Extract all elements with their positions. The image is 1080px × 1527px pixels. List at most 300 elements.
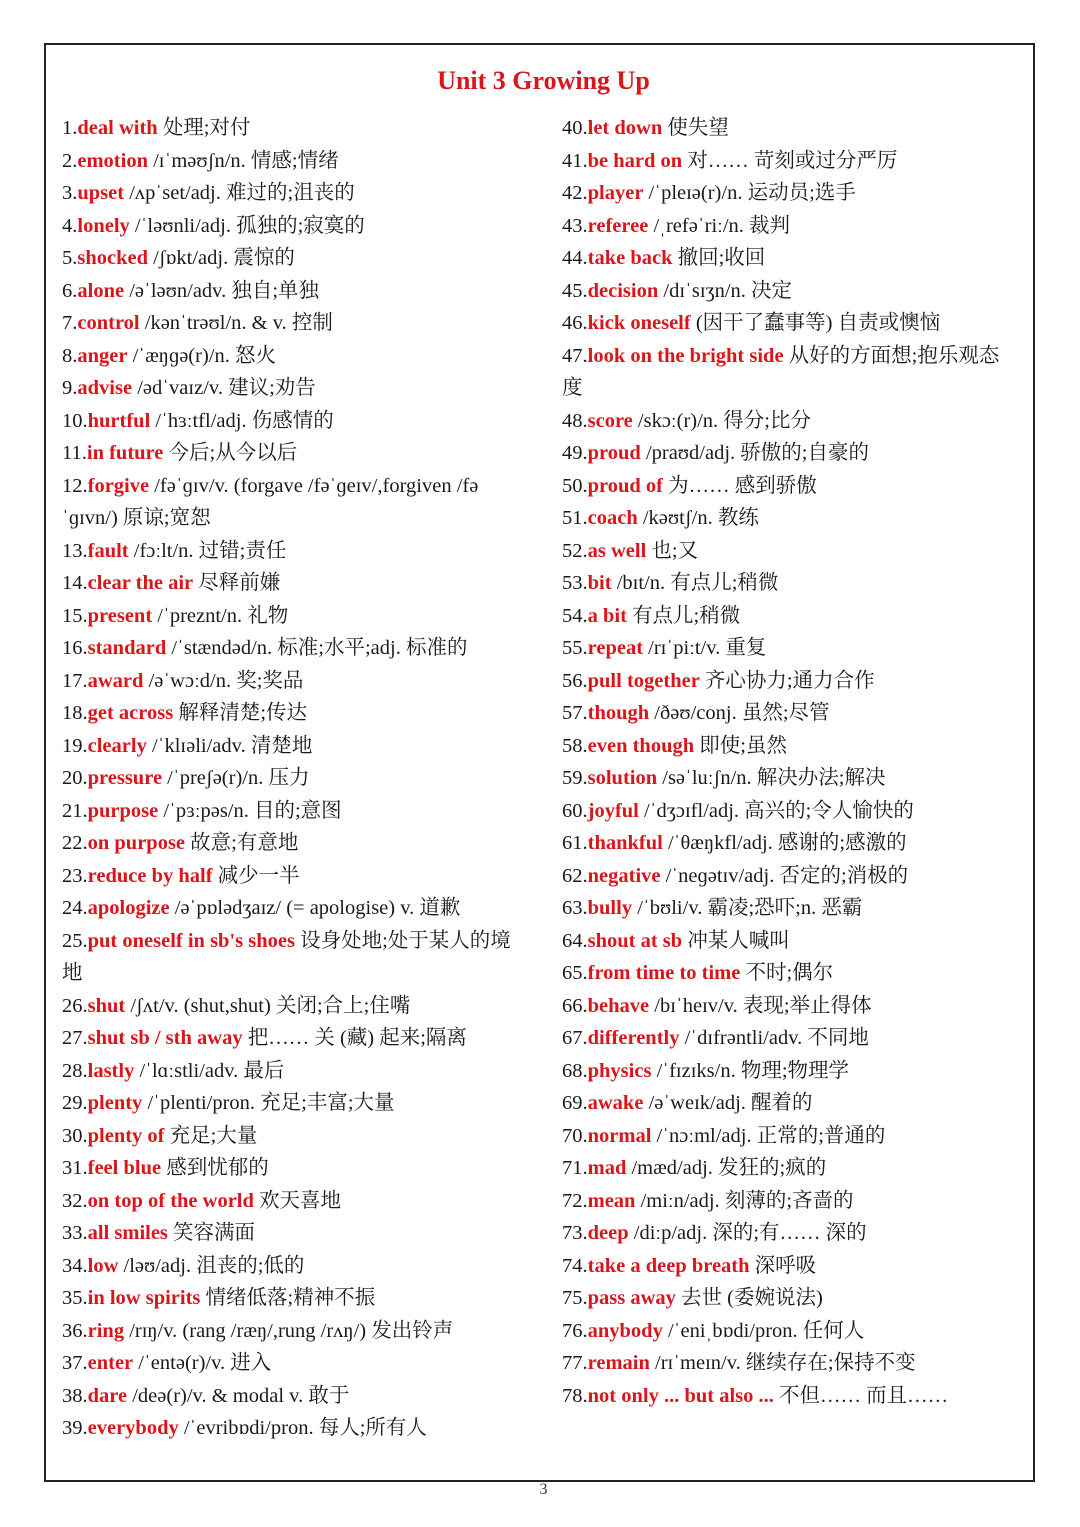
vocab-number: 52.	[562, 539, 588, 562]
vocab-number: 43.	[562, 214, 588, 237]
vocab-word: from time to time	[587, 962, 741, 984]
vocab-definition: 去世 (委婉说法)	[675, 1287, 823, 1309]
vocab-entry	[562, 340, 1014, 405]
vocab-entry	[62, 340, 524, 373]
vocab-number: 64.	[562, 929, 588, 952]
vocab-definition: /əˈpɒlədʒaɪz/ (= apologise) v. 道歉	[169, 897, 461, 919]
vocab-entry	[62, 730, 524, 763]
vocab-number: 78.	[562, 1384, 588, 1407]
vocab-word: look on the bright side	[587, 344, 784, 367]
vocab-word: ring	[87, 1319, 125, 1342]
vocab-word: purpose	[87, 799, 159, 822]
vocab-entry	[62, 1347, 524, 1380]
vocab-number: 3.	[62, 182, 78, 204]
vocab-word: award	[87, 669, 144, 692]
vocab-definition: /ɪˈməʊʃn/n. 情感;情绪	[147, 149, 339, 172]
vocab-word: awake	[587, 1092, 644, 1114]
vocab-word: be hard on	[587, 149, 683, 172]
vocab-entry	[62, 795, 524, 828]
vocab-number: 36.	[62, 1319, 88, 1342]
vocab-word: deep	[587, 1222, 629, 1244]
vocab-number: 56.	[562, 669, 588, 692]
vocab-number: 40.	[562, 117, 588, 139]
vocab-word: advise	[77, 377, 133, 399]
vocab-number: 34.	[62, 1254, 88, 1277]
vocab-entry	[562, 1055, 1014, 1088]
vocab-entry	[62, 1055, 524, 1088]
vocab-number: 47.	[562, 344, 588, 367]
vocab-number: 75.	[562, 1287, 588, 1309]
vocab-definition: /kənˈtrəʊl/n. & v. 控制	[139, 312, 333, 334]
vocab-entry	[62, 1152, 524, 1185]
vocab-number: 15.	[62, 604, 88, 627]
vocab-entry	[62, 1412, 524, 1445]
vocab-definition: /deə(r)/v. & modal v. 敢于	[127, 1384, 350, 1407]
vocab-definition: /ˈæŋɡə(r)/n. 怒火	[127, 344, 276, 367]
vocab-definition: /ləʊ/adj. 沮丧的;低的	[118, 1254, 305, 1277]
vocab-number: 66.	[562, 994, 588, 1017]
vocab-definition: 感到忧郁的	[161, 1157, 269, 1179]
vocab-definition: 不时;偶尔	[740, 962, 834, 984]
vocab-word: normal	[587, 1124, 652, 1147]
vocab-definition: /ˈlɑːstli/adv. 最后	[134, 1059, 285, 1082]
vocab-word: physics	[587, 1059, 652, 1082]
vocab-entry	[62, 307, 524, 340]
vocab-number: 70.	[562, 1124, 588, 1147]
vocab-number: 51.	[562, 507, 588, 529]
vocab-definition: 尽释前嫌	[193, 572, 281, 594]
vocab-word: clear the air	[87, 572, 194, 594]
vocab-definition: /ˈpleɪə(r)/n. 运动员;选手	[643, 182, 856, 204]
vocab-definition: /ˈdɪfrəntli/adv. 不同地	[679, 1027, 869, 1049]
vocab-number: 26.	[62, 994, 88, 1017]
vocab-word: proud	[587, 442, 641, 464]
vocab-definition: 即使;虽然	[694, 734, 787, 757]
vocab-definition: /bɪˈheɪv/v. 表现;举止得体	[649, 994, 872, 1017]
vocab-entry	[562, 307, 1014, 340]
vocab-definition: /ˈevribɒdi/pron. 每人;所有人	[178, 1417, 427, 1439]
vocab-definition: /mæd/adj. 发狂的;疯的	[626, 1157, 827, 1179]
vocab-definition: /miːn/adj. 刻薄的;吝啬的	[635, 1189, 854, 1212]
vocab-word: bully	[587, 897, 633, 919]
vocab-entry	[62, 145, 524, 178]
vocab-entry	[62, 762, 524, 795]
vocab-number: 32.	[62, 1189, 88, 1212]
vocab-word: dare	[87, 1384, 128, 1407]
vocab-number: 59.	[562, 767, 588, 789]
vocab-definition: /ˈneɡətɪv/adj. 否定的;消极的	[660, 864, 909, 887]
vocab-entry	[62, 1282, 524, 1315]
vocab-word: pressure	[87, 767, 163, 789]
vocab-entry	[62, 1185, 524, 1218]
vocab-word: all smiles	[87, 1222, 168, 1244]
vocab-entry	[62, 405, 524, 438]
vocab-definition: /ˈfɪzɪks/n. 物理;物理学	[651, 1059, 850, 1082]
vocab-definition: /ˈstændəd/n. 标准;水平;adj. 标准的	[166, 637, 468, 659]
vocab-number: 39.	[62, 1417, 88, 1439]
vocab-number: 65.	[562, 962, 588, 984]
vocab-number: 4.	[62, 214, 78, 237]
vocab-entry	[562, 275, 1014, 308]
vocab-word: get across	[87, 702, 174, 724]
vocab-definition: /ʃɒkt/adj. 震惊的	[148, 247, 295, 269]
vocab-number: 14.	[62, 572, 88, 594]
vocab-number: 28.	[62, 1059, 88, 1082]
vocab-definition: /ˈbʊli/v. 霸凌;恐吓;n. 恶霸	[632, 897, 863, 919]
vocab-word: plenty of	[87, 1124, 165, 1147]
vocab-entry	[62, 1250, 524, 1283]
vocab-word: hurtful	[87, 409, 151, 432]
vocab-number: 77.	[562, 1352, 588, 1374]
vocab-column-left	[62, 112, 524, 1445]
vocab-number: 38.	[62, 1384, 88, 1407]
vocab-definition: /ˈhɜːtfl/adj. 伤感情的	[150, 409, 334, 432]
vocab-number: 68.	[562, 1059, 588, 1082]
vocab-number: 11.	[62, 442, 87, 464]
vocab-entry	[562, 470, 1014, 503]
vocab-definition: 深呼吸	[749, 1254, 817, 1277]
vocab-word: kick oneself	[587, 312, 691, 334]
vocab-entry	[562, 1185, 1014, 1218]
vocab-definition: 对…… 苛刻或过分严厉	[682, 149, 898, 172]
vocab-entry	[562, 405, 1014, 438]
vocab-definition: /ˈklɪəli/adv. 清楚地	[146, 734, 313, 757]
vocab-word: fault	[87, 539, 129, 562]
vocab-definition: /rɪˈpiːt/v. 重复	[643, 637, 767, 659]
vocab-word: shout at sb	[587, 929, 683, 952]
vocab-word: differently	[587, 1027, 680, 1049]
vocab-entry	[562, 437, 1014, 470]
vocab-number: 12.	[62, 474, 88, 497]
vocab-entry	[562, 795, 1014, 828]
vocab-entry	[62, 437, 524, 470]
vocab-number: 6.	[62, 279, 78, 302]
vocab-word: though	[587, 702, 650, 724]
vocab-definition: 使失望	[662, 117, 729, 139]
vocab-definition: 充足;大量	[164, 1124, 258, 1147]
vocab-word: on top of the world	[87, 1189, 254, 1212]
vocab-entry	[562, 242, 1014, 275]
vocab-word: control	[77, 312, 140, 334]
vocab-entry	[562, 925, 1014, 958]
vocab-definition: /ˈpreznt/n. 礼物	[152, 604, 289, 627]
vocab-definition: /ˈeniˌbɒdi/pron. 任何人	[662, 1319, 865, 1342]
vocab-number: 23.	[62, 864, 88, 887]
vocab-definition: /səˈluːʃn/n. 解决办法;解决	[657, 767, 886, 789]
vocab-definition: /praʊd/adj. 骄傲的;自豪的	[640, 442, 869, 464]
vocab-word: emotion	[77, 149, 148, 172]
vocab-word: deal with	[77, 117, 158, 139]
vocab-number: 62.	[562, 864, 588, 887]
vocab-entry	[562, 145, 1014, 178]
vocab-word: low	[87, 1254, 119, 1277]
vocab-definition: 齐心协力;通力合作	[699, 669, 875, 692]
vocab-entry	[62, 1087, 524, 1120]
vocab-column-right	[562, 112, 1014, 1412]
vocab-number: 30.	[62, 1124, 88, 1147]
vocab-entry	[562, 665, 1014, 698]
vocab-number: 10.	[62, 409, 88, 432]
vocab-word: even though	[587, 734, 695, 757]
vocab-number: 16.	[62, 637, 88, 659]
vocab-definition: /fəˈɡɪv/v. (forgave /fəˈɡeɪv/,forgiven /fəˈɡɪvn/) 原谅;宽恕	[62, 474, 479, 529]
vocab-entry	[562, 210, 1014, 243]
vocab-entry	[62, 275, 524, 308]
vocab-entry	[562, 990, 1014, 1023]
vocab-entry	[562, 1347, 1014, 1380]
vocab-definition: 冲某人喊叫	[682, 929, 790, 952]
vocab-definition: /ˈentə(r)/v. 进入	[133, 1352, 272, 1374]
vocab-word: lonely	[77, 214, 130, 237]
vocab-entry	[562, 1315, 1014, 1348]
vocab-entry	[562, 535, 1014, 568]
vocab-word: bit	[587, 572, 612, 594]
vocab-word: behave	[587, 994, 650, 1017]
vocab-word: referee	[587, 214, 649, 237]
vocab-entry	[562, 957, 1014, 990]
vocab-definition: 撤回;收回	[672, 247, 766, 269]
vocab-number: 17.	[62, 669, 88, 692]
vocab-definition: 解释清楚;传达	[173, 702, 308, 724]
vocab-number: 1.	[62, 117, 78, 139]
vocab-number: 7.	[62, 312, 78, 334]
vocab-number: 37.	[62, 1352, 88, 1374]
vocab-definition: /ˈnɔːml/adj. 正常的;普通的	[651, 1124, 886, 1147]
vocab-definition: /ədˈvaɪz/v. 建议;劝告	[132, 377, 316, 399]
vocab-entry	[62, 567, 524, 600]
vocab-entry	[62, 827, 524, 860]
vocab-word: negative	[587, 864, 661, 887]
vocab-number: 20.	[62, 767, 88, 789]
vocab-number: 76.	[562, 1319, 588, 1342]
vocab-definition: /ˈdʒɔɪfl/adj. 高兴的;令人愉快的	[638, 799, 914, 822]
vocab-entry	[562, 600, 1014, 633]
vocab-word: in future	[86, 442, 164, 464]
vocab-word: as well	[587, 539, 647, 562]
vocab-entry	[562, 1250, 1014, 1283]
vocab-definition: /rɪŋ/v. (rang /ræŋ/,rung /rʌŋ/) 发出铃声	[124, 1319, 454, 1342]
vocab-entry	[62, 892, 524, 925]
vocab-entry	[562, 632, 1014, 665]
vocab-definition: /əˈləʊn/adv. 独自;单独	[124, 279, 320, 302]
vocab-word: solution	[587, 767, 658, 789]
vocab-word: shocked	[77, 247, 149, 269]
vocab-entry	[562, 1282, 1014, 1315]
vocab-number: 60.	[562, 799, 588, 822]
vocab-word: pass away	[587, 1287, 676, 1309]
vocab-number: 48.	[562, 409, 588, 432]
vocab-definition: 也;又	[646, 539, 699, 562]
vocab-number: 44.	[562, 247, 588, 269]
vocab-entry	[62, 470, 524, 535]
vocab-definition: 今后;从今以后	[163, 442, 298, 464]
vocab-number: 9.	[62, 377, 78, 399]
vocab-entry	[62, 1380, 524, 1413]
vocab-entry	[62, 925, 524, 990]
vocab-definition: /ˈθæŋkfl/adj. 感谢的;感激的	[662, 832, 907, 854]
vocab-definition: 减少一半	[212, 864, 300, 887]
vocab-definition: /dɪˈsɪʒn/n. 决定	[658, 279, 793, 302]
vocab-number: 18.	[62, 702, 88, 724]
vocab-entry	[562, 1120, 1014, 1153]
vocab-number: 8.	[62, 344, 78, 367]
vocab-definition: 有点儿;稍微	[626, 604, 741, 627]
vocab-word: anybody	[587, 1319, 663, 1342]
vocab-word: decision	[587, 279, 659, 302]
vocab-number: 61.	[562, 832, 588, 854]
vocab-number: 74.	[562, 1254, 588, 1277]
vocab-word: in low spirits	[87, 1287, 201, 1309]
vocab-word: anger	[77, 344, 128, 367]
vocab-word: on purpose	[87, 832, 186, 854]
vocab-number: 69.	[562, 1092, 588, 1114]
vocab-definition: /ˌrefəˈriː/n. 裁判	[648, 214, 791, 237]
vocab-entry	[562, 112, 1014, 145]
vocab-number: 58.	[562, 734, 588, 757]
vocab-number: 27.	[62, 1027, 88, 1049]
vocab-entry	[562, 1087, 1014, 1120]
vocab-number: 50.	[562, 474, 588, 497]
vocab-word: reduce by half	[87, 864, 213, 887]
vocab-entry	[62, 112, 524, 145]
vocab-number: 55.	[562, 637, 588, 659]
vocab-number: 42.	[562, 182, 588, 204]
vocab-word: alone	[77, 279, 125, 302]
vocab-number: 57.	[562, 702, 588, 724]
vocab-definition: 处理;对付	[157, 117, 251, 139]
vocab-entry	[62, 665, 524, 698]
vocab-entry	[62, 1120, 524, 1153]
vocab-word: clearly	[87, 734, 147, 757]
vocab-number: 71.	[562, 1157, 588, 1179]
vocab-word: feel blue	[87, 1157, 162, 1179]
vocab-number: 41.	[562, 149, 588, 172]
vocab-number: 53.	[562, 572, 588, 594]
vocab-entry	[62, 242, 524, 275]
vocab-word: enter	[87, 1352, 134, 1374]
vocab-word: present	[87, 604, 153, 627]
vocab-entry	[62, 1315, 524, 1348]
vocab-definition: /əˈwɔːd/n. 奖;奖品	[143, 669, 304, 692]
vocab-entry	[62, 1022, 524, 1055]
vocab-word: pull together	[587, 669, 700, 692]
vocab-number: 45.	[562, 279, 588, 302]
vocab-number: 35.	[62, 1287, 88, 1309]
vocab-word: take back	[587, 247, 673, 269]
vocab-entry	[562, 762, 1014, 795]
vocab-entry	[562, 177, 1014, 210]
vocab-definition: 从好的方面想;抱乐观态度	[562, 344, 1000, 399]
vocab-number: 72.	[562, 1189, 588, 1212]
vocab-definition: 情绪低落;精神不振	[200, 1287, 376, 1309]
vocab-entry	[562, 1380, 1014, 1413]
page-number: 3	[539, 1481, 548, 1498]
vocab-entry	[62, 372, 524, 405]
vocab-entry	[62, 535, 524, 568]
vocab-word: put oneself in sb's shoes	[87, 929, 295, 952]
vocab-number: 24.	[62, 897, 88, 919]
vocab-entry	[62, 600, 524, 633]
vocab-definition: /ˈpreʃə(r)/n. 压力	[162, 767, 310, 789]
vocab-number: 67.	[562, 1027, 588, 1049]
vocab-number: 73.	[562, 1222, 588, 1244]
vocab-word: mad	[587, 1157, 627, 1179]
vocab-word: take a deep breath	[587, 1254, 750, 1277]
vocab-definition: /ʌpˈset/adj. 难过的;沮丧的	[124, 182, 355, 204]
vocab-word: apologize	[87, 897, 170, 919]
vocab-word: mean	[587, 1189, 636, 1212]
vocab-entry	[562, 1022, 1014, 1055]
vocab-definition: 不但…… 而且……	[773, 1384, 949, 1407]
vocab-word: thankful	[587, 832, 663, 854]
vocab-definition: /ˈləʊnli/adj. 孤独的;寂寞的	[129, 214, 365, 237]
vocab-entry	[62, 1217, 524, 1250]
vocab-number: 22.	[62, 832, 88, 854]
vocab-entry	[562, 1152, 1014, 1185]
vocab-number: 29.	[62, 1092, 88, 1114]
page-title: Unit 3 Growing Up	[437, 66, 650, 95]
vocab-entry	[562, 567, 1014, 600]
vocab-entry	[62, 697, 524, 730]
vocab-definition: /bɪt/n. 有点儿;稍微	[611, 572, 779, 594]
vocab-word: joyful	[587, 799, 639, 822]
vocab-word: proud of	[587, 474, 664, 497]
vocab-entry	[562, 730, 1014, 763]
vocab-entry	[62, 177, 524, 210]
vocab-definition: /kəʊtʃ/n. 教练	[637, 507, 759, 529]
vocab-entry	[562, 1217, 1014, 1250]
vocab-word: plenty	[87, 1092, 143, 1114]
vocab-number: 5.	[62, 247, 78, 269]
vocab-definition: /ˈplenti/pron. 充足;丰富;大量	[142, 1092, 395, 1114]
vocab-definition: 为…… 感到骄傲	[663, 474, 817, 497]
vocab-word: a bit	[587, 604, 627, 627]
vocab-number: 19.	[62, 734, 88, 757]
vocab-number: 25.	[62, 929, 88, 952]
vocab-entry	[562, 827, 1014, 860]
vocab-number: 54.	[562, 604, 588, 627]
vocab-entry	[62, 632, 524, 665]
vocab-number: 21.	[62, 799, 88, 822]
vocab-number: 46.	[562, 312, 588, 334]
vocab-entry	[562, 860, 1014, 893]
vocab-definition: /əˈweɪk/adj. 醒着的	[643, 1092, 813, 1114]
vocab-entry	[562, 502, 1014, 535]
vocab-word: not only ... but also ...	[587, 1384, 774, 1407]
vocab-word: repeat	[587, 637, 644, 659]
vocab-definition: /ˈpɜːpəs/n. 目的;意图	[158, 799, 342, 822]
vocab-definition: /ʃʌt/v. (shut,shut) 关闭;合上;住嘴	[125, 994, 411, 1017]
vocab-definition: /ðəʊ/conj. 虽然;尽管	[649, 702, 830, 724]
vocab-word: lastly	[87, 1059, 135, 1082]
vocab-word: player	[587, 182, 644, 204]
vocab-number: 63.	[562, 897, 588, 919]
vocab-definition: 把…… 关 (藏) 起来;隔离	[242, 1027, 467, 1049]
vocab-definition: 设身处地;处于某人的境地	[62, 929, 511, 984]
vocab-definition: (因干了蠢事等) 自责或懊恼	[690, 312, 941, 334]
vocab-number: 49.	[562, 442, 588, 464]
vocab-entry	[62, 990, 524, 1023]
vocab-word: standard	[87, 637, 167, 659]
vocab-word: shut sb / sth away	[87, 1027, 243, 1049]
vocab-number: 2.	[62, 149, 78, 172]
vocab-word: coach	[587, 507, 638, 529]
vocab-word: score	[587, 409, 633, 432]
vocab-word: let down	[587, 117, 663, 139]
vocab-definition: 笑容满面	[167, 1222, 256, 1244]
vocab-word: everybody	[87, 1417, 179, 1439]
vocab-definition: 欢天喜地	[253, 1189, 342, 1212]
